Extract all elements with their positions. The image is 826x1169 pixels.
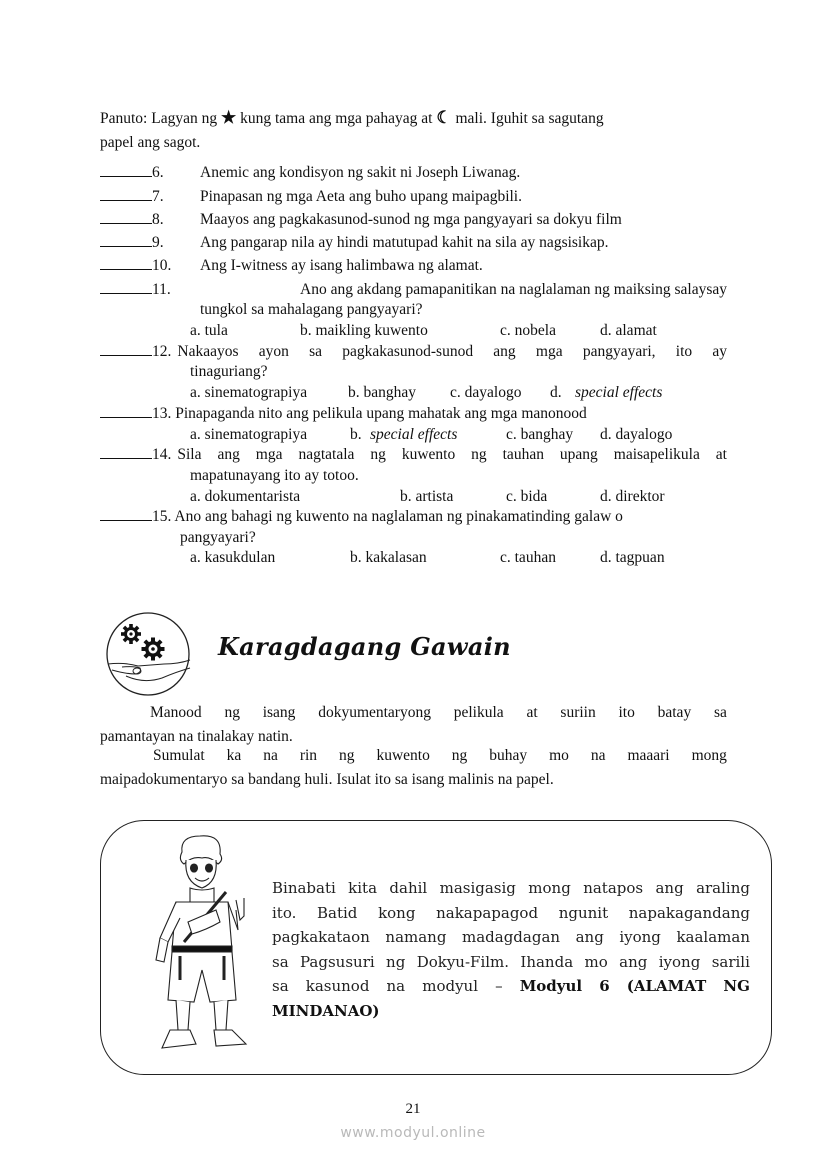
choice-b: b. artista — [400, 488, 454, 505]
activity-paragraph-1 — [100, 701, 727, 749]
word: 6 — [599, 977, 610, 995]
star-icon: ★ — [220, 108, 237, 127]
instructions-text: Panuto: Lagyan ng — [100, 110, 218, 127]
choice-a: a. dokumentarista — [190, 488, 301, 505]
choice-c: c. banghay — [506, 426, 574, 443]
next-module-title: MINDANAO) — [272, 1001, 380, 1020]
closing-line — [272, 974, 750, 999]
instructions — [100, 106, 730, 155]
choice-b: special effects — [370, 426, 458, 443]
closing-message — [272, 876, 750, 1023]
closing-line — [272, 925, 750, 950]
question-14 — [100, 445, 727, 465]
word: mo — [549, 747, 569, 764]
answer-blank[interactable] — [100, 342, 152, 356]
question-14-continued: mapatunayang ito ay totoo. — [190, 467, 359, 484]
choice-d: d. dayalogo — [600, 426, 673, 443]
instructions-line-2: papel ang sagot. — [100, 134, 201, 151]
question-6 — [100, 163, 520, 183]
answer-blank[interactable] — [100, 507, 152, 521]
question-number: 9. — [152, 234, 164, 251]
choice-d: special effects — [575, 384, 663, 401]
word: dahil — [389, 879, 428, 897]
word: ang — [619, 952, 648, 971]
question-number: 7. — [152, 188, 164, 205]
word: buhay — [489, 747, 528, 764]
choice-d: d. alamat — [600, 322, 657, 339]
choice-c: c. tauhan — [500, 549, 556, 566]
question-8 — [100, 210, 622, 230]
word: sa — [713, 704, 727, 721]
answer-blank[interactable] — [100, 187, 152, 201]
word: suriin — [560, 704, 596, 721]
word: sa — [272, 977, 289, 995]
word: NG — [723, 977, 750, 995]
word: iyong — [658, 952, 701, 971]
question-text: Pinapasan ng mga Aeta ang buho upang maipagbili. — [200, 188, 522, 205]
question-number: 15. — [152, 508, 172, 525]
word: sa — [272, 952, 289, 971]
word: kuwento — [376, 747, 430, 764]
choice-a: a. tula — [190, 322, 228, 339]
word: masigasig — [439, 879, 516, 897]
word: araling — [696, 879, 750, 897]
word: namang — [385, 928, 447, 946]
question-12 — [100, 342, 727, 362]
question-number: 10. — [152, 257, 172, 274]
choice-c: c. dayalogo — [450, 384, 522, 401]
word: kasunod — [305, 977, 370, 995]
question-15-continued: pangyayari? — [180, 529, 256, 546]
word: at — [526, 704, 538, 721]
question-text: Sila ang mga nagtatala ng kuwento ng tauhan upang maisapelikula at — [177, 446, 727, 463]
word: (ALAMAT — [626, 977, 707, 995]
word: sarili — [711, 952, 750, 971]
word: ang — [575, 928, 604, 946]
word: maaari — [627, 747, 670, 764]
word: ng — [224, 704, 240, 721]
choice-b: b. banghay — [348, 384, 417, 401]
question-text: Ano ang akdang pamapanitikan na naglalaman ng maiksing salaysay — [300, 281, 727, 298]
choice-a: a. sinematograpiya — [190, 426, 308, 443]
word: modyul — [422, 977, 479, 995]
paragraph-line: maipadokumentaryo sa bandang huli. Isulat ito sa isang malinis na papel. — [100, 771, 554, 788]
closing-line — [272, 876, 750, 901]
section-title: Karagdagang Gawain — [218, 632, 511, 661]
question-10 — [100, 256, 483, 276]
question-13 — [100, 404, 587, 424]
word: Sumulat — [153, 747, 205, 764]
question-number: 11. — [152, 281, 171, 298]
question-text: Ang pangarap nila ay hindi matutupad kahit na sila ay nagsisikap. — [200, 234, 609, 251]
word: kong — [378, 903, 416, 922]
question-number: 14. — [152, 446, 172, 463]
word: na — [386, 977, 406, 995]
word: Batid — [317, 903, 358, 922]
question-text: Pinapaganda nito ang pelikula upang mahatak ang mga manonood — [175, 405, 587, 422]
word: mo — [584, 952, 608, 971]
choice-a: a. sinematograpiya — [190, 384, 308, 401]
word: mong — [528, 879, 571, 897]
word: ng — [338, 747, 355, 764]
answer-blank[interactable] — [100, 163, 152, 177]
word: mong — [691, 747, 727, 764]
word: Binabati — [272, 879, 336, 897]
word: natapos — [583, 879, 644, 897]
choice-c: c. nobela — [500, 322, 556, 339]
choice-b-label: b. — [350, 426, 362, 443]
answer-blank[interactable] — [100, 404, 152, 418]
question-text: Maayos ang pagkakasunod-sunod ng mga pangyayari sa dokyu film — [200, 211, 622, 228]
word: na — [263, 747, 278, 764]
word: kaalaman — [676, 928, 750, 946]
moon-icon: ☾ — [436, 108, 452, 127]
watermark: www.modyul.online — [340, 1125, 486, 1141]
word: pagkakataon — [272, 928, 370, 946]
word: ito. — [272, 903, 297, 922]
question-11 — [100, 280, 727, 300]
question-text: Anemic ang kondisyon ng sakit ni Joseph Liwanag. — [200, 164, 521, 181]
question-7 — [100, 187, 522, 207]
student-character-illustration — [140, 830, 265, 1058]
question-text: Ang I-witness ay isang halimbawa ng alamat. — [200, 257, 483, 274]
answer-blank[interactable] — [100, 256, 152, 270]
word: ang — [655, 879, 684, 897]
word: batay — [657, 704, 692, 721]
word: Manood — [150, 704, 202, 721]
question-number: 12. — [152, 343, 172, 360]
word: na — [590, 747, 606, 764]
word: Ihanda — [520, 952, 574, 971]
word: ngunit — [558, 903, 609, 922]
gears-in-hand-icon — [104, 612, 192, 696]
word: ito — [618, 704, 635, 721]
question-number: 8. — [152, 211, 164, 228]
word: ng — [451, 747, 468, 764]
word: isang — [262, 704, 296, 721]
answer-blank[interactable] — [100, 445, 152, 459]
answer-blank[interactable] — [100, 233, 152, 247]
word: dokyumentaryong — [318, 704, 431, 721]
paragraph-line: pamantayan na tinalakay natin. — [100, 728, 293, 745]
answer-blank[interactable] — [100, 210, 152, 224]
question-text: Ano ang bahagi ng kuwento na naglalaman ng pinakamatinding galaw o — [174, 508, 623, 525]
closing-line — [272, 901, 750, 926]
choice-d: d. direktor — [600, 488, 665, 505]
activity-paragraph-2 — [100, 744, 727, 792]
question-12-continued: tinaguriang? — [190, 363, 268, 380]
paragraph-line — [100, 744, 727, 768]
instructions-text: mali. Iguhit sa sagutang — [455, 110, 604, 127]
choice-a: a. kasukdulan — [190, 549, 276, 566]
page-number: 21 — [405, 1101, 421, 1117]
question-9 — [100, 233, 609, 253]
choice-c: c. bida — [506, 488, 548, 505]
choice-d-label: d. — [550, 384, 562, 401]
word: Modyul — [519, 977, 583, 995]
word: pelikula — [453, 704, 504, 721]
instructions-line-1 — [100, 106, 730, 131]
paragraph-line — [100, 701, 727, 725]
choice-b: b. maikling kuwento — [300, 322, 428, 339]
word: kita — [348, 879, 378, 897]
word: – — [495, 977, 503, 995]
question-number: 13. — [152, 405, 172, 422]
word: iyong — [619, 928, 661, 946]
word: Dokyu-Film. — [416, 952, 510, 971]
word: napakagandang — [628, 903, 750, 922]
word: madagdagan — [461, 928, 561, 946]
question-number: 6. — [152, 164, 164, 181]
answer-blank[interactable] — [100, 280, 152, 294]
word: Pagsusuri — [300, 952, 375, 971]
word: nakapapagod — [436, 903, 539, 922]
question-15 — [100, 507, 623, 527]
instructions-text: kung tama ang mga pahayag at — [240, 110, 433, 127]
question-text: Nakaayos ayon sa pagkakasunod-sunod ang mga pangyayari, ito ay — [177, 343, 727, 360]
question-11-continued: tungkol sa mahalagang pangyayari? — [200, 301, 423, 318]
choice-d: d. tagpuan — [600, 549, 665, 566]
choice-b: b. kakalasan — [350, 549, 427, 566]
word: ng — [386, 952, 406, 971]
word: ka — [226, 747, 242, 764]
closing-line — [272, 950, 750, 975]
word: rin — [299, 747, 318, 764]
